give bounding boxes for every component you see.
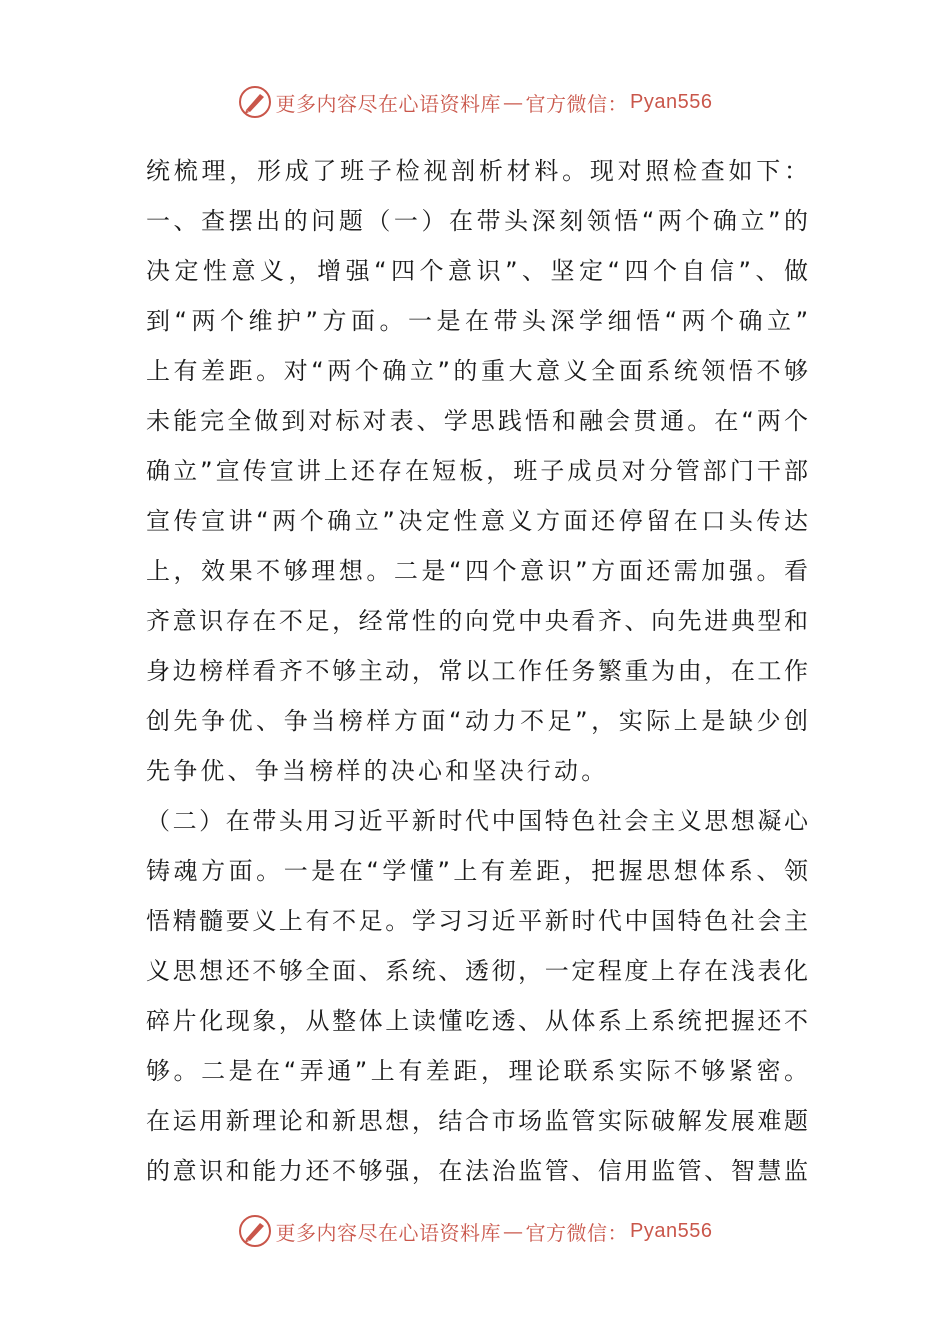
- header-watermark: [0, 82, 950, 122]
- text-line: 上有差距。对“两个确立”的重大意义全面系统领悟不够: [146, 357, 808, 385]
- text-line: 确立”宣传宣讲上还存在短板，班子成员对分管部门干部: [146, 457, 808, 485]
- footer-watermark: [0, 1211, 950, 1251]
- text-line: 统梳理，形成了班子检视剖析材料。现对照检查如下：: [146, 157, 808, 185]
- watermark-name: 更多内容尽在心语资料库: [275, 91, 502, 116]
- text-line: 未能完全做到对标对表、学思践悟和融会贯通。在“两个: [146, 407, 808, 435]
- watermark-dash: —: [503, 90, 524, 114]
- text-line: 铸魂方面。一是在“学懂”上有差距，把握思想体系、领: [146, 857, 808, 885]
- text-line: （二）在带头用习近平新时代中国特色社会主义思想凝心: [146, 807, 808, 835]
- text-line: 到“两个维护”方面。一是在带头深学细悟“两个确立”: [146, 307, 808, 335]
- watermark-dash: —: [503, 1219, 524, 1243]
- text-line: 悟精髓要义上有不足。学习习近平新时代中国特色社会主: [146, 907, 808, 935]
- watermark-name: 更多内容尽在心语资料库: [275, 1220, 502, 1245]
- watermark-label: 官方微信：: [525, 91, 629, 116]
- pen-logo-icon: [238, 1214, 272, 1248]
- text-line: 在运用新理论和新思想，结合市场监管实际破解发展难题: [146, 1107, 808, 1135]
- watermark-id: Pyan556: [630, 1219, 713, 1242]
- text-line: 一、查摆出的问题（一）在带头深刻领悟“两个确立”的: [146, 207, 808, 235]
- watermark-label: 官方微信：: [525, 1220, 629, 1245]
- watermark-id: Pyan556: [630, 90, 713, 113]
- text-line: 齐意识存在不足，经常性的向党中央看齐、向先进典型和: [146, 607, 808, 635]
- text-line: 义思想还不够全面、系统、透彻，一定程度上存在浅表化: [146, 957, 808, 985]
- text-line: 决定性意义，增强“四个意识”、坚定“四个自信”、做: [146, 257, 808, 285]
- text-line: 宣传宣讲“两个确立”决定性意义方面还停留在口头传达: [146, 507, 808, 535]
- text-line: 碎片化现象，从整体上读懂吃透、从体系上系统把握还不: [146, 1007, 808, 1035]
- text-line: 身边榜样看齐不够主动，常以工作任务繁重为由，在工作: [146, 657, 808, 685]
- text-line: 够。二是在“弄通”上有差距，理论联系实际不够紧密。: [146, 1057, 808, 1085]
- document-body: [146, 146, 808, 1196]
- text-line: 的意识和能力还不够强，在法治监管、信用监管、智慧监: [146, 1157, 808, 1185]
- pen-logo-icon: [238, 85, 272, 119]
- text-line: 创先争优、争当榜样方面“动力不足”，实际上是缺少创: [146, 707, 808, 735]
- text-line: 上，效果不够理想。二是“四个意识”方面还需加强。看: [146, 557, 808, 585]
- text-line: 先争优、争当榜样的决心和坚决行动。: [146, 757, 609, 785]
